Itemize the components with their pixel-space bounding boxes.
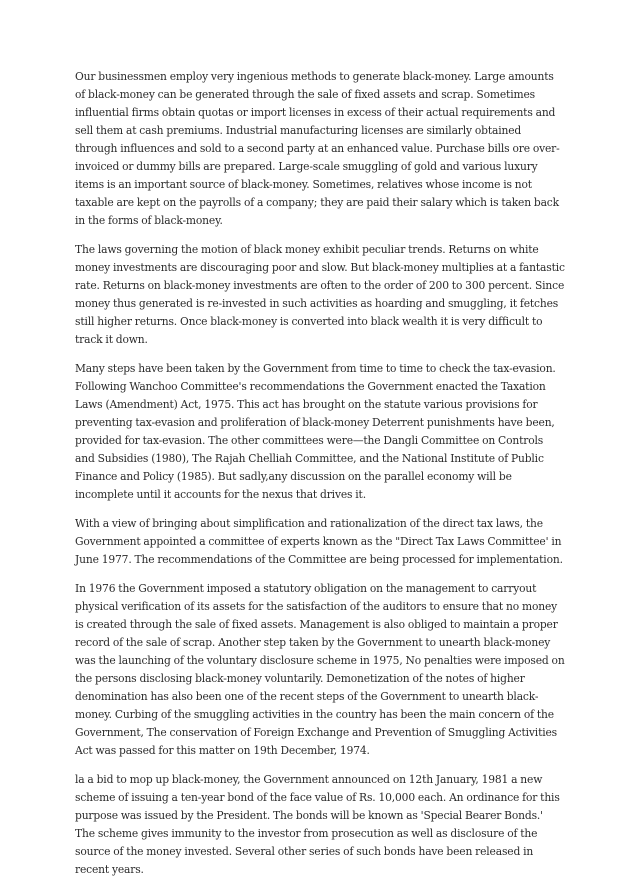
document-body xyxy=(75,68,565,890)
paragraph-black-money-laws: The laws governing the motion of black money exhibit peculiar trends. Returns on white money investments are discouraging poor and slow. But black-money multiplies at a fantastic rate. Returns on black-money investments are often to the order of 200 to 300 percent. Since money thus generated is re-invested in such activities as hoarding and smuggling, it fetches still higher returns. Once black-money is converted into black wealth it is very difficult to track it down. xyxy=(75,243,565,346)
paragraph-bearer-bonds: la a bid to mop up black-money, the Government announced on 12th January, 1981 a new scheme of issuing a ten-year bond of the face value of Rs. 10,000 each. An ordinance for this purpose was issued by the President. The bonds will be known as 'Special Bearer Bonds.' The scheme gives immunity to the investor from prosecution as well as disclosure of the source of the money invested. Several other series of such bonds have been released in recent years. xyxy=(75,773,560,876)
paragraph-black-money-generation: Our businessmen employ very ingenious methods to generate black-money. Large amounts of black-money can be generated through the sale of fixed assets and scrap. Sometimes influential firms obtain quotas or import licenses in excess of their actual requirements and sell them at cash premiums. Industrial manufacturing licenses are similarly obtained through influences and sold to a second party at an enhanced value. Purchase bills ore over-invoiced or dummy bills are prepared. Large-scale smuggling of gold and various luxury items is an important source of black-money. Sometimes, relatives whose income is not taxable are kept on the payrolls of a company; they are paid their salary which is taken back in the forms of black-money. xyxy=(75,70,560,227)
paragraph-direct-tax-committee: With a view of bringing about simplification and rationalization of the direct tax laws, the Government appointed a committee of experts known as the "Direct Tax Laws Committee' in June 1977. The recommendations of the Committee are being processed for implementation. xyxy=(75,517,563,566)
paragraph-government-steps: Many steps have been taken by the Government from time to time to check the tax-evasion. Following Wanchoo Committee's recommendations the Government enacted the Taxation Laws (Amendment) Act, 1975. This act has brought on the statute various provisions for preventing tax-evasion and proliferation of black-money Deterrent punishments have been, provided for tax-evasion. The other committees were—the Dangli Committee on Controls and Subsidies (1980), The Rajah Chelliah Committee, and the National Institute of Public Finance and Policy (1985). But sadly,any discussion on the parallel economy will be incomplete until it accounts for the nexus that drives it. xyxy=(75,362,556,501)
paragraph-statutory-obligation: In 1976 the Government imposed a statutory obligation on the management to carryout physical verification of its assets for the satisfaction of the auditors to ensure that no money is created through the sale of fixed assets. Management is also obliged to maintain a proper record of the sale of scrap. Another step taken by the Government to unearth black-money was the launching of the voluntary disclosure scheme in 1975, No penalties were imposed on the persons disclosing black-money voluntarily. Demonetization of the notes of higher denomination has also been one of the recent steps of the Government to unearth black-money. Curbing of the smuggling activities in the country has been the main concern of the Government, The conservation of Foreign Exchange and Prevention of Smuggling Activities Act was passed for this matter on 19th December, 1974. xyxy=(75,582,565,757)
